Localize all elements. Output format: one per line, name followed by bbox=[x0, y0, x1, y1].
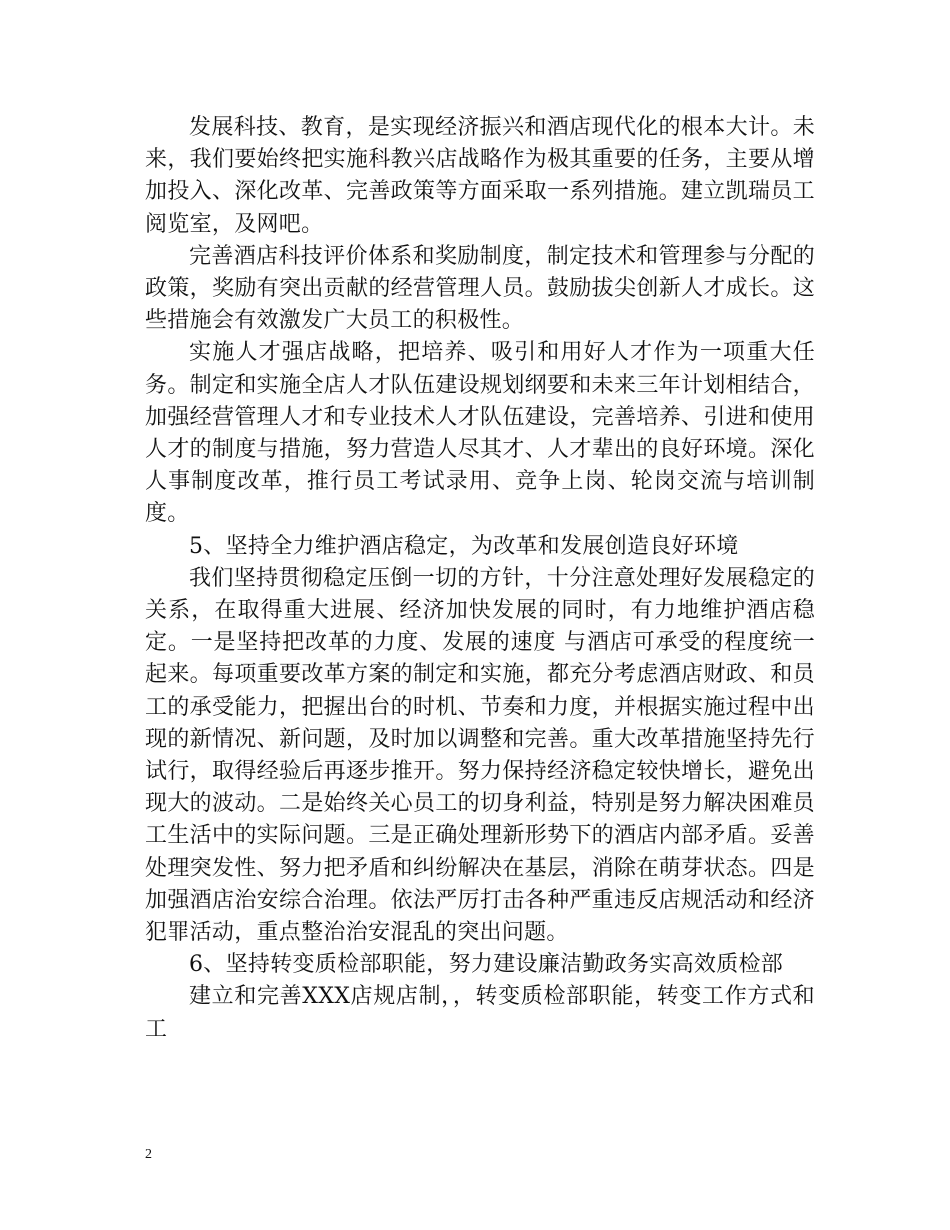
paragraph-talent-strategy: 实施人才强店战略，把培养、吸引和用好人才作为一项重大任务。制定和实施全店人才队伍建设规划纲要和未来三年计划相结合，加强经营管理人才和专业技术人才队伍建设，完善培养、引进和使用人才的制度与措施，努力营造人尽其才、人才辈出的良好环境。深化人事制度改革，推行员工考试录用、竞争上岗、轮岗交流与培训制度。 bbox=[145, 340, 815, 527]
heading-section-5: 5、坚持全力维护酒店稳定，为改革和发展创造良好环境 bbox=[189, 533, 739, 559]
body-text bbox=[145, 112, 815, 1046]
page-number: 2 bbox=[145, 1147, 152, 1162]
heading-section-6: 6、坚持转变质检部职能，努力建设廉洁勤政务实高效质检部 bbox=[189, 952, 784, 978]
paragraph-rules-system: 建立和完善XXX店规店制，，转变质检部职能，转变工作方式和工 bbox=[145, 984, 815, 1042]
paragraph-evaluation-reward: 完善酒店科技评价体系和奖励制度，制定技术和管理参与分配的政策，奖励有突出贡献的经营管理人员。鼓励拔尖创新人才成长。这些措施会有效激发广大员工的积极性。 bbox=[145, 243, 815, 334]
paragraph-stability: 我们坚持贯彻稳定压倒一切的方针，十分注意处理好发展稳定的关系，在取得重大进展、经济加快发展的同时，有力地维护酒店稳定。一是坚持把改革的力度、发展的速度 与酒店可承受的程度统一起来。每项重要改革方案的制定和实施，都充分考虑酒店财政、和员工的承受能力，把握出台的时机、节奏和力度，并根据实施过程中出现的新情况、新问题，及时加以调整和完善。重大改革措施坚持先行试行，取得经验后再逐步推开。努力保持经济稳定较快增长，避免出现大的波动。二是始终关心员工的切身利益，特别是努力解决困难员工生活中的实际问题。三是正确处理新形势下的酒店内部矛盾。妥善处理突发性、努力把矛盾和纠纷解决在基层，消除在萌芽状态。四是加强酒店治安综合治理。依法严厉打击各种严重违反店规活动和经济犯罪活动，重点整治治安混乱的突出问题。 bbox=[145, 565, 815, 946]
paragraph-tech-education: 发展科技、教育，是实现经济振兴和酒店现代化的根本大计。未来，我们要始终把实施科教兴店战略作为极其重要的任务，主要从增加投入、深化改革、完善政策等方面采取一系列措施。建立凯瑞员工阅览室，及网吧。 bbox=[145, 115, 815, 237]
